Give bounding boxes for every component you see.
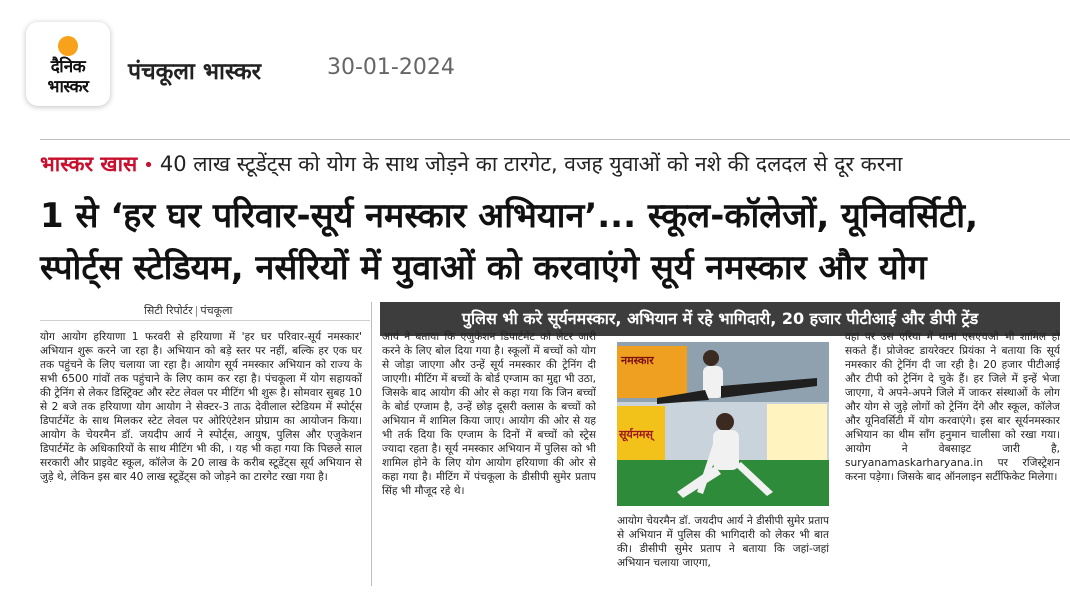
header-divider — [40, 139, 1070, 140]
kicker-bullet: • — [143, 155, 154, 176]
dainik-bhaskar-logo — [26, 22, 110, 106]
byline — [144, 303, 232, 318]
publication-date: 30-01-2024 — [327, 55, 455, 80]
byline-reporter: सिटी रिपोर्टर — [144, 304, 193, 317]
yoga-photo — [617, 342, 829, 506]
headline-line-2: स्पोर्ट्स स्टेडियम, नर्सरियों में युवाओं को करवाएंगे सूर्य नमस्कार और योग — [40, 248, 927, 288]
photo-poster — [767, 404, 827, 460]
headline — [40, 190, 1060, 294]
byline-city: पंचकूला — [200, 304, 233, 317]
kicker-text: 40 लाख स्टूडेंट्स को योग के साथ जोड़ने का टारगेट, वजह युवाओं को नशे की दलदल से दूर करना — [159, 152, 903, 176]
byline-divider — [40, 320, 370, 321]
article-column-2: आर्य ने बताया कि एजुकेशन डिपार्टमेंट को लेटर जारी करने के लिए बोल दिया गया है। स्कूलों में बच्चों को योग से जोड़ा जाएगा और उन्हें सूर्य नमस्कार की ट्रेनिंग दी जाएगी। मीटिंग में बच्चों के बोर्ड एग्जाम का मुद्दा भी उठा, जिसके बाद आयोग की ओर से कहा गया कि जिन बच्चों के बोर्ड एग्जाम है, उन्हें छोड़ दूसरी क्लास के बच्चों को अभियान में शामिल किया जाए। आयोग की ओर से यह भी तर्क दिया कि एग्जाम के दिनों में बच्चों को स्ट्रेस ज्यादा रहता है। सूर्य नमस्कार अभियान में पुलिस को भी शामिल होने के लिए योग आयोग हरियाणा की ओर से कहा गया है। मीटिंग में पंचकूला के डीसीपी सुमेर प्रताप सिंह भी मौजूद रहे थे। — [382, 331, 596, 497]
logo-text-line2: भास्कर — [47, 77, 89, 97]
byline-separator: | — [194, 304, 199, 317]
kicker — [40, 150, 902, 182]
logo-sun-icon — [58, 36, 78, 56]
article-column-1: योग आयोग हरियाणा 1 फरवरी से हरियाणा में 'हर घर परिवार-सूर्य नमस्कार' अभियान शुरू करने जा रहा है। अभियान को बड़े स्तर पर नहीं, बल्कि हर एक घर तक पहुंचने के लिए चलाया जा रहा है। आयोग सूर्य नमस्कार अभियान को राज्य के सभी 6500 गांवों तक पहुंचाने के लिए काम कर रहा है। पंचकूला में योग सहायकों की ट्रेनिंग से लेकर डिस्ट्रिक्ट और स्टेट लेवल पर मीटिंग भी शुरू है। सोमवार सुबह 10 से 2 बजे तक हरियाणा योग आयोग ने सेक्टर-3 ताऊ देवीलाल स्टेडियम में स्पोर्ट्स डिपार्टमेंट के साथ मिलकर स्टेट लेवल पर ओरिएंटेशन प्रोग्राम का आयोजन किया। आयोग के चेयरमैन डॉ. जयदीप आर्य ने स्पोर्ट्स, आयुष, पुलिस और एजुकेशन डिपार्टमेंट के अधिकारियों के साथ मीटिंग भी की, । यह भी कहा गया कि पिछले साल सरकारी और प्राइवेट स्कूल, कॉलेज के 20 लाख के करीब स्टूडेंट्स सूर्य अभियान से जुड़े थे, लेकिन इस बार 40 लाख स्टूडेंट्स को जोड़ने का टारगेट रखा गया है। — [40, 331, 362, 483]
edition-name: पंचकूला भास्कर — [128, 59, 262, 85]
column-divider — [371, 302, 372, 586]
kicker-tag: भास्कर खास — [40, 152, 138, 176]
logo-text-line1: दैनिक — [50, 57, 86, 77]
yoga-photo-illustration — [617, 342, 829, 506]
headline-line-1: 1 से ‘हर घर परिवार-सूर्य नमस्कार अभियान’... स्कूल-कॉलेजों, यूनिवर्सिटी, — [40, 196, 979, 236]
photo-board-text: सूर्यनमस् — [619, 428, 653, 441]
sub-headline-strap: पुलिस भी करे सूर्यनमस्कार, अभियान में रहे भागिदारी, 20 हजार पीटीआई और डीपी ट्रेंड — [380, 302, 1060, 336]
article-column-4: वहां पर उस एरिया में थाना एसएचओ भी शामिल हो सकते हैं। प्रोजेक्ट डायरेक्टर प्रियंका ने बताया कि सूर्य नमस्कार की ट्रेनिंग दी जा रही है। 20 हजार पीटीआई और टीपी को ट्रेनिंग दे चुके हैं। हर जिले में इन्हें भेजा जाएगा, ये अपने-अपने जिले में जाकर संस्थाओं के लोग और योग से जुड़े लोगों को ट्रेनिंग देंगे और स्कूल, कॉलेज और यूनिवर्सिटी में योग करवाएंगे। इस बार सूर्यनमस्कार अभियान का थीम सॉंग हनुमान चालीसा को रखा गया। आयोग ने वेबसाइट जारी है, suryanamaskarharyana.in पर रजिस्ट्रेशन करना पड़ेगा। जिसके बाद ऑनलाइन सर्टीफिकेट मिलेगा। — [845, 331, 1060, 483]
photo-caption-column: आयोग चेयरमैन डॉ. जयदीप आर्य ने डीसीपी सुमेर प्रताप से अभियान में पुलिस की भागिदारी को लेकर भी बात की। डीसीपी सुमेर प्रताप ने बताया कि जहां-जहां अभियान चलाया जाएगा, — [617, 515, 829, 569]
photo-banner-text: नमस्कार — [621, 354, 654, 367]
